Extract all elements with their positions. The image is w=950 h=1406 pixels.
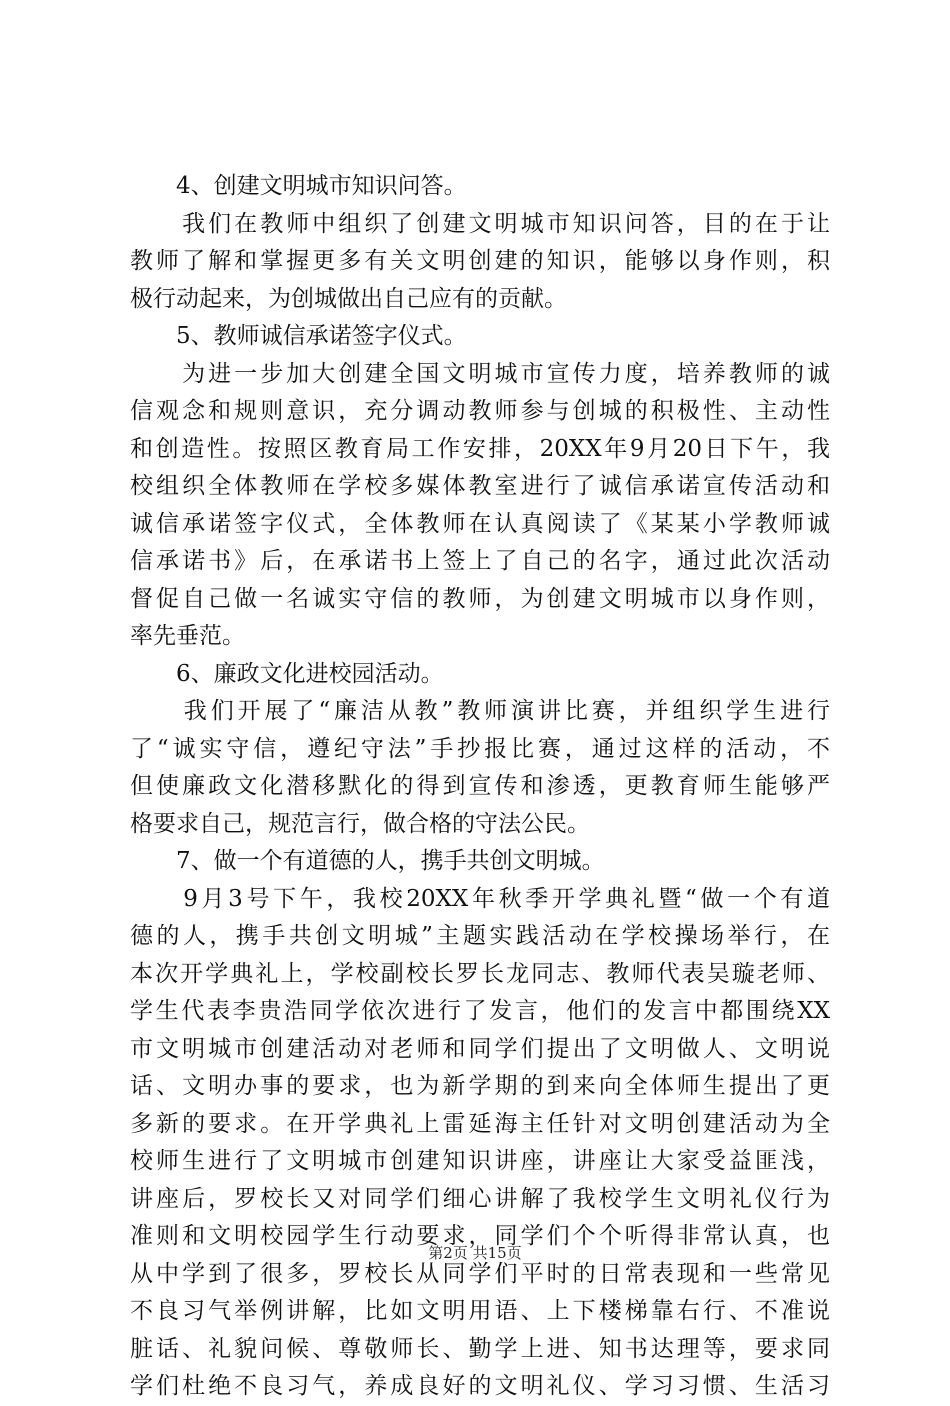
paragraph-line: 学生代表李贵浩同学依次进行了发言，他们的发言中都围绕XX: [130, 998, 830, 1024]
page-footer: 第2页 共15页: [428, 1244, 522, 1262]
paragraph-line: 和创造性。按照区教育局工作安排，20XX年9月20日下午，我: [130, 435, 830, 462]
document-body: [130, 168, 830, 1406]
paragraph-line: 从中学到了很多，罗校长从同学们平时的日常表现和一些常见: [130, 1260, 830, 1287]
paragraph-line: 准则和文明校园学生行动要求，同学们个个听得非常认真，也: [130, 1223, 830, 1249]
paragraph-line: 讲座后，罗校长又对同学们细心讲解了我校学生文明礼仪行为: [130, 1185, 830, 1212]
paragraph-line: 多新的要求。在开学典礼上雷延海主任针对文明创建活动为全: [130, 1110, 830, 1137]
paragraph-line: 了“诚实守信，遵纪守法”手抄报比赛，通过这样的活动，不: [130, 735, 830, 762]
paragraph-line: 校师生进行了文明城市创建知识讲座，讲座让大家受益匪浅，: [130, 1148, 830, 1174]
paragraph-line: 率先垂范。: [130, 623, 245, 649]
paragraph-line: 本次开学典礼上，学校副校长罗长龙同志、教师代表吴璇老师、: [130, 960, 830, 987]
paragraph-line: 诚信承诺签字仪式，全体教师在认真阅读了《某某小学教师诚: [130, 510, 830, 537]
paragraph-line: 极行动起来，为创城做出自己应有的贡献。: [130, 285, 567, 312]
paragraph-line: 9月3号下午，我校20XX年秋季开学典礼暨“做一个有道: [130, 885, 830, 912]
paragraph-line: 话、文明办事的要求，也为新学期的到来向全体师生提出了更: [130, 1073, 830, 1099]
paragraph-line: 脏话、礼貌问候、尊敬师长、勤学上进、知书达理等，要求同: [130, 1335, 830, 1362]
paragraph-line: 不良习气举例讲解，比如文明用语、上下楼梯靠右行、不准说: [130, 1298, 830, 1324]
paragraph-line: 但使廉政文化潜移默化的得到宣传和渗透，更教育师生能够严: [130, 773, 830, 799]
paragraph-line: 校组织全体教师在学校多媒体教室进行了诚信承诺宣传活动和: [130, 473, 830, 499]
paragraph-line: 我们在教师中组织了创建文明城市知识问答，目的在于让: [130, 210, 830, 237]
section-heading: 7、做一个有道德的人，携手共创文明城。: [130, 848, 605, 874]
paragraph-line: 信承诺书》后，在承诺书上签上了自己的名字，通过此次活动: [130, 548, 830, 574]
paragraph-line: 信观念和规则意识，充分调动教师参与创城的积极性、主动性: [130, 398, 830, 424]
section-heading: 6、廉政文化进校园活动。: [130, 660, 444, 687]
paragraph-line: 学们杜绝不良习气，养成良好的文明礼仪、学习习惯、生活习: [130, 1373, 830, 1399]
paragraph-line: 格要求自己，规范言行，做合格的守法公民。: [130, 810, 590, 837]
paragraph-line: 我们开展了“廉洁从教”教师演讲比赛，并组织学生进行: [130, 698, 830, 724]
section-heading: 4、创建文明城市知识问答。: [130, 173, 467, 199]
paragraph-line: 德的人，携手共创文明城”主题实践活动在学校操场举行，在: [130, 923, 830, 949]
paragraph-line: 教师了解和掌握更多有关文明创建的知识，能够以身作则，积: [130, 248, 830, 274]
paragraph-line: 督促自己做一名诚实守信的教师，为创建文明城市以身作则，: [130, 585, 830, 612]
section-heading: 5、教师诚信承诺签字仪式。: [130, 323, 467, 349]
paragraph-line: 市文明城市创建活动对老师和同学们提出了文明做人、文明说: [130, 1035, 830, 1062]
paragraph-line: 为进一步加大创建全国文明城市宣传力度，培养教师的诚: [130, 360, 830, 387]
